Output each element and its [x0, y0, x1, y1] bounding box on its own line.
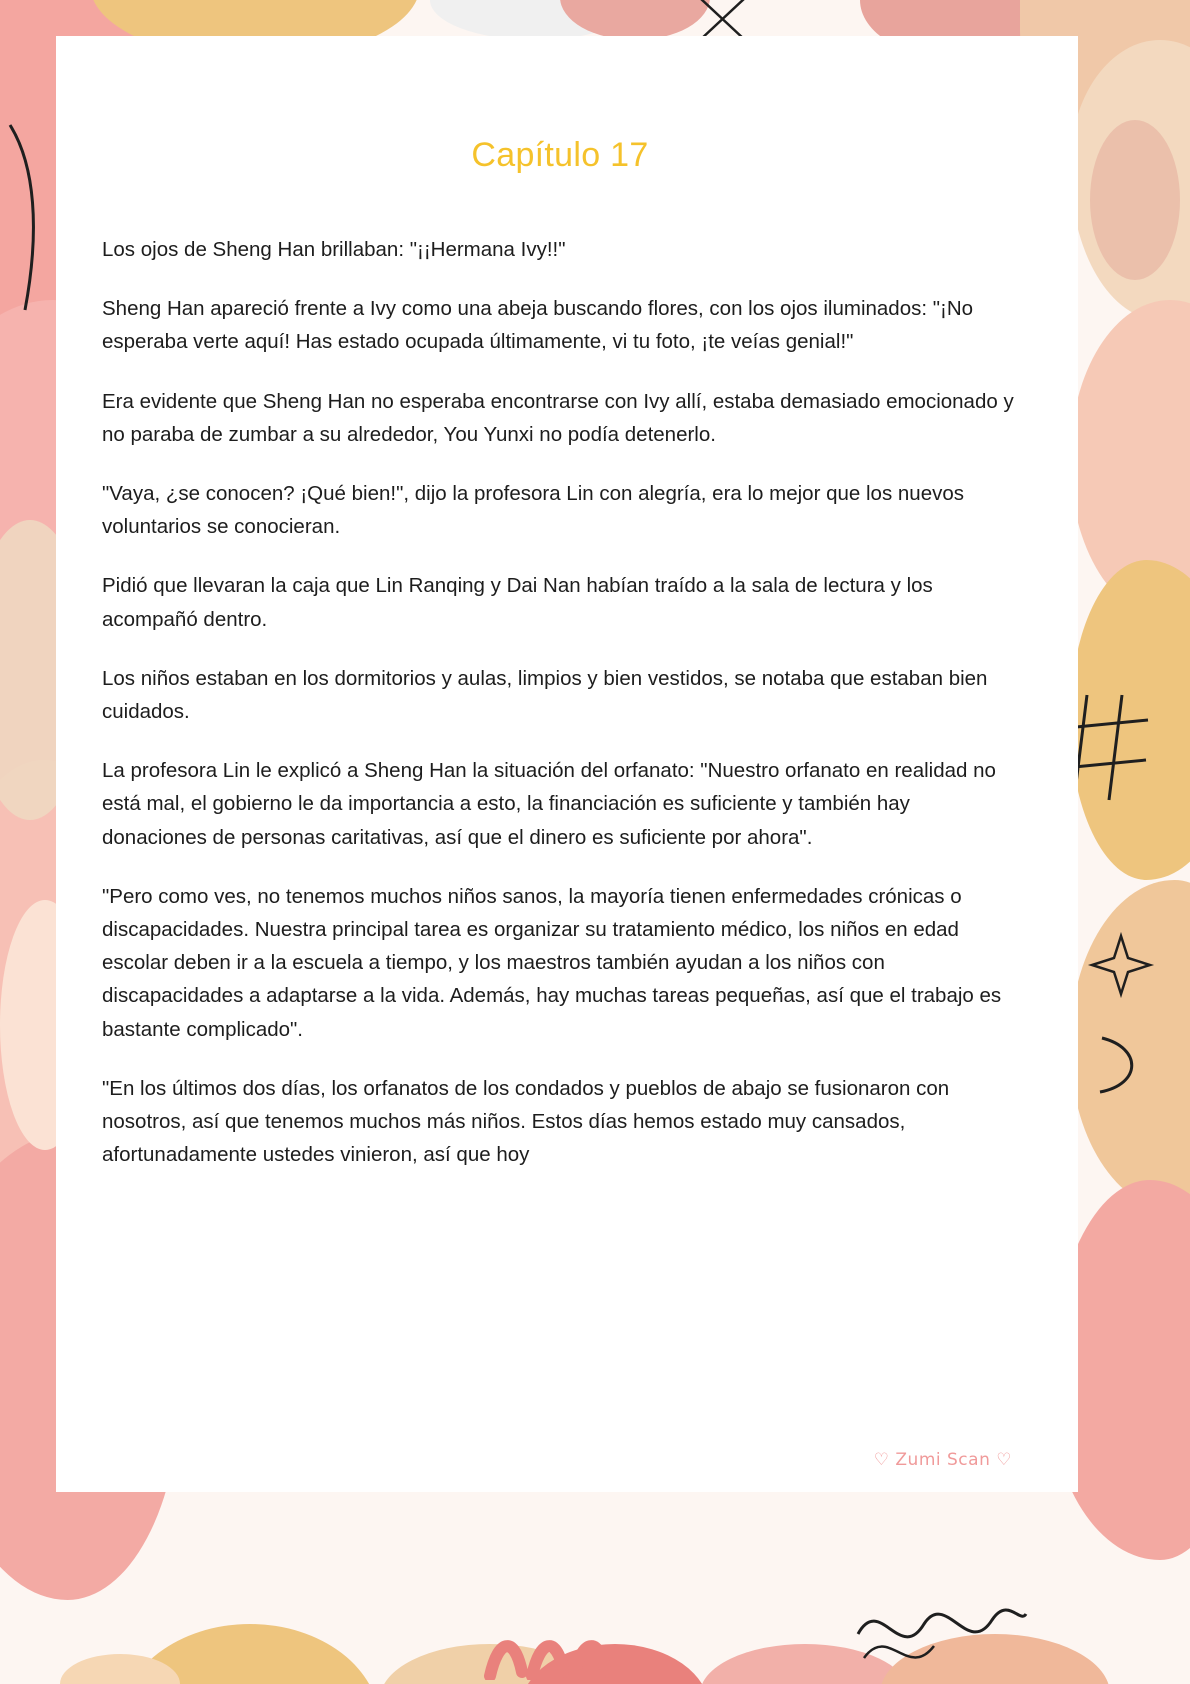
paragraph: Sheng Han apareció frente a Ivy como una abeja buscando flores, con los ojos iluminados: "¡No esperaba verte aquí! Has estado ocupada últimamente, vi tu foto, ¡te veías genial!" [102, 297, 974, 354]
arc-doodle-icon [1090, 1030, 1150, 1100]
paragraph: Pidió que llevaran la caja que Lin Ranqing y Dai Nan habían traído a la sala de lectura y los acompañó dentro. [102, 574, 933, 631]
paragraph: "En los últimos dos días, los orfanatos de los condados y pueblos de abajo se fusionaron con nosotros, así que tenemos muchos más niños. Estos días hemos estado muy cansados, afortunadamente ustedes vinieron, así que hoy [102, 1076, 950, 1167]
paragraph: Los ojos de Sheng Han brillaban: "¡¡Hermana Ivy!!" [102, 238, 566, 261]
background-blob [1090, 120, 1180, 280]
paragraph: La profesora Lin le explicó a Sheng Han la situación del orfanato: "Nuestro orfanato en realidad no está mal, el gobierno le da importancia a esto, la financiación es suficiente y también hay donaciones de personas caritativas, así que el dinero es suficiente por ahora". [102, 759, 996, 849]
paragraph: "Pero como ves, no tenemos muchos niños sanos, la mayoría tienen enfermedades crónicas o discapacidades. Nuestra principal tarea es organizar su tratamiento médico, los niños en edad escolar deben ir a la escuela a tiempo, y los maestros también ayudan a los niños con discapacidades a adaptarse a la vida. Además, hay muchas tareas pequeñas, así que el trabajo es bastante complicado". [102, 884, 1002, 1041]
document-body [102, 96, 1018, 1197]
paragraph: "Vaya, ¿se conocen? ¡Qué bien!", dijo la profesora Lin con alegría, era lo mejor que los nuevos voluntarios se conocieran. [102, 482, 965, 539]
paragraph: Los niños estaban en los dormitorios y aulas, limpios y bien vestidos, se notaba que estaban bien cuidados. [102, 666, 988, 724]
paper-sheet [56, 36, 1078, 1492]
sparkle-doodle-icon [1086, 930, 1156, 1000]
paragraph: Era evidente que Sheng Han no esperaba encontrarse con Ivy allí, estaba demasiado emocionado y no paraba de zumbar a su alrededor, You Yunxi no podía detenerlo. [102, 389, 1014, 446]
stripes-doodle-icon [470, 1610, 630, 1680]
squiggle-doodle-icon [850, 1584, 1030, 1674]
scan-watermark: ♡ Zumi Scan ♡ [873, 1450, 1012, 1470]
page-title: Capítulo 17 [471, 136, 649, 174]
